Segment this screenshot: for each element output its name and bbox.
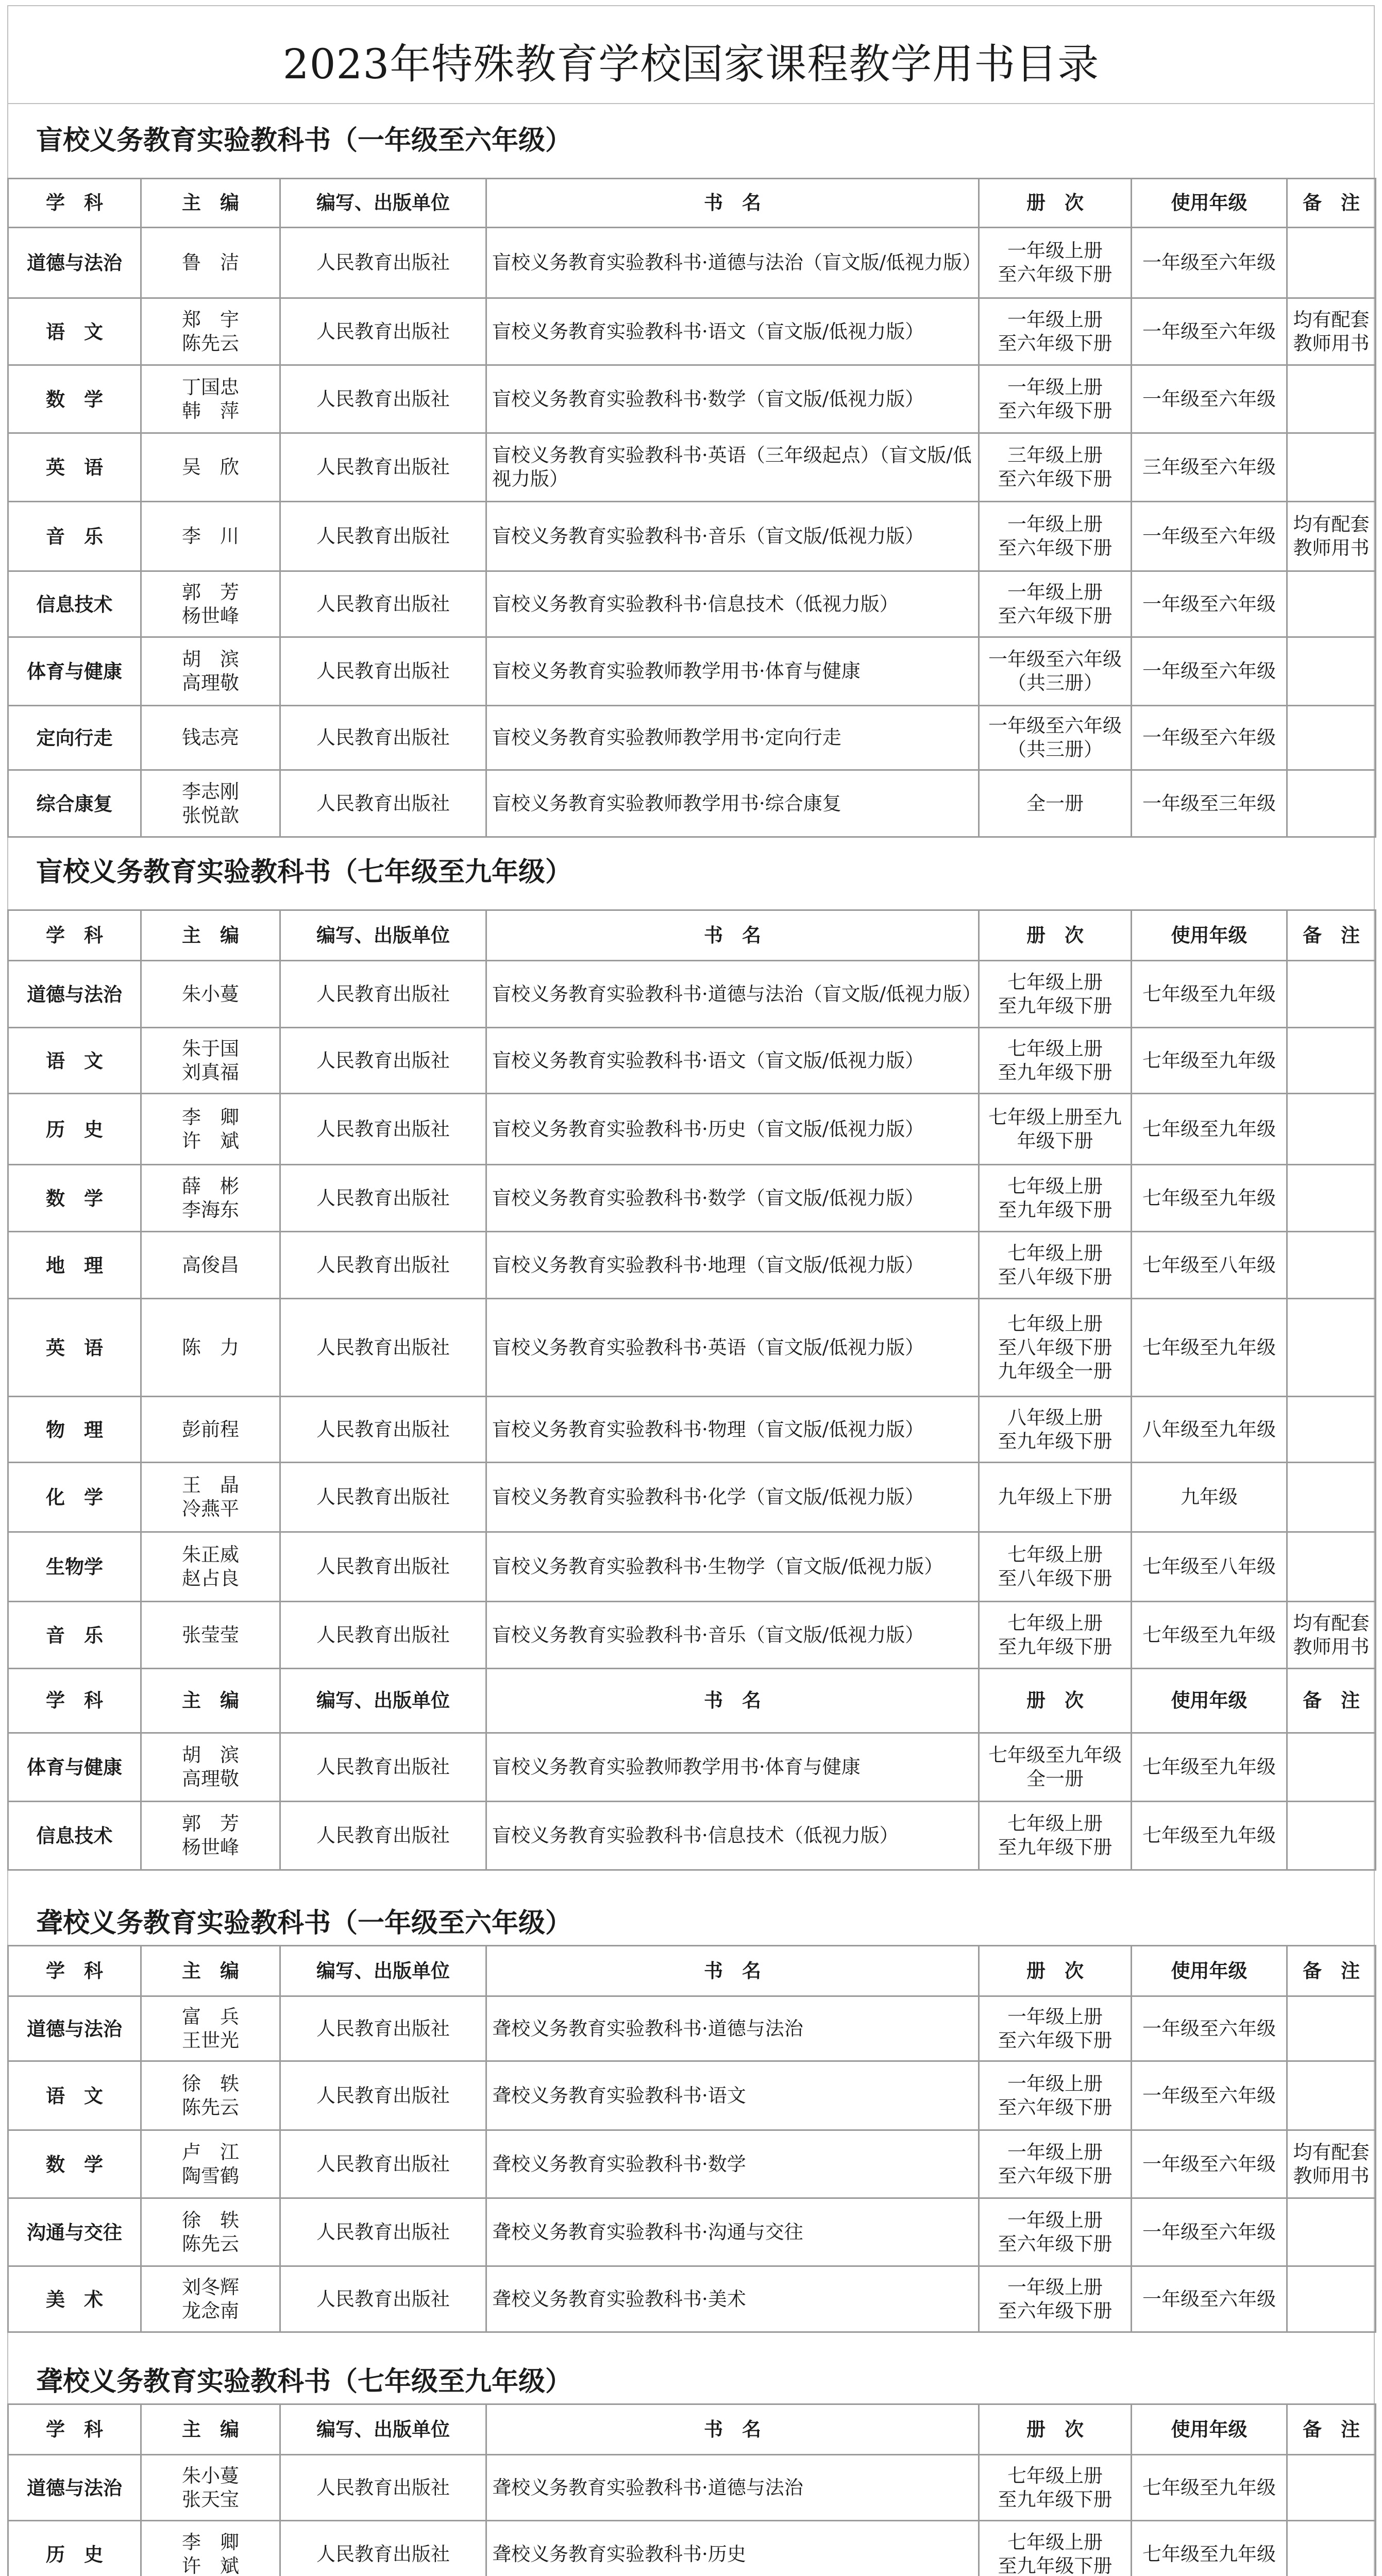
title-divider [7,103,1375,104]
publisher-cell: 人民教育出版社 [280,1532,486,1602]
publisher-cell: 人民教育出版社 [280,2130,486,2198]
publisher-cell: 人民教育出版社 [280,1232,486,1299]
subject-cell: 数 学 [8,1165,141,1232]
grade-cell: 七年级至九年级 [1132,1733,1287,1802]
book-title-cell: 盲校义务教育实验教科书·英语（盲文版/低视力版） [486,1299,979,1397]
book-title-cell: 聋校义务教育实验教科书·道德与法治 [486,1996,979,2061]
volume-cell: 九年级上下册 [979,1463,1132,1532]
table-row [8,571,1376,637]
table-row [8,2061,1376,2130]
column-header: 册 次 [979,179,1132,228]
table-row [8,1532,1376,1602]
subject-cell: 道德与法治 [8,228,141,298]
publisher-cell: 人民教育出版社 [280,706,486,770]
column-header: 学 科 [8,179,141,228]
grade-cell: 一年级至六年级 [1132,2198,1287,2266]
editor-cell: 张莹莹 [141,1602,280,1669]
section-heading: 聋校义务教育实验教科书（七年级至九年级） [36,2366,572,2397]
column-header: 备 注 [1287,179,1376,228]
remark-cell: 均有配套 教师用书 [1287,2130,1376,2198]
volume-cell: 七年级上册 至九年级下册 [979,2455,1132,2521]
remark-cell [1287,2455,1376,2521]
book-title-cell: 盲校义务教育实验教科书·信息技术（低视力版） [486,571,979,637]
editor-cell: 朱小蔓 [141,961,280,1028]
section-heading: 盲校义务教育实验教科书（七年级至九年级） [36,856,572,888]
grade-cell: 一年级至六年级 [1132,637,1287,706]
publisher-cell: 人民教育出版社 [280,228,486,298]
editor-cell: 刘冬辉 龙念南 [141,2266,280,2332]
book-title-cell: 盲校义务教育实验教科书·音乐（盲文版/低视力版） [486,1602,979,1669]
volume-cell: 七年级上册 至九年级下册 [979,2521,1132,2576]
remark-cell [1287,637,1376,706]
book-title-cell: 盲校义务教育实验教科书·音乐（盲文版/低视力版） [486,502,979,571]
subject-cell: 信息技术 [8,1802,141,1870]
column-header: 书 名 [486,2404,979,2455]
volume-cell: 七年级上册 至八年级下册 [979,1232,1132,1299]
volume-cell: 七年级上册 至九年级下册 [979,1028,1132,1094]
volume-cell: 七年级上册 至八年级下册 九年级全一册 [979,1299,1132,1397]
column-header: 编写、出版单位 [280,2404,486,2455]
book-title-cell: 盲校义务教育实验教师教学用书·体育与健康 [486,637,979,706]
volume-cell: 七年级上册 至九年级下册 [979,1165,1132,1232]
column-header: 册 次 [979,2404,1132,2455]
volume-cell: 一年级至六年级 （共三册） [979,637,1132,706]
table-row [8,1733,1376,1802]
column-header: 册 次 [979,1669,1132,1733]
table-row [8,1299,1376,1397]
remark-cell [1287,1232,1376,1299]
editor-cell: 钱志亮 [141,706,280,770]
remark-cell [1287,1299,1376,1397]
publisher-cell: 人民教育出版社 [280,1733,486,1802]
grade-cell: 七年级至九年级 [1132,1602,1287,1669]
column-header: 书 名 [486,1669,979,1733]
editor-cell: 吴 欣 [141,433,280,502]
remark-cell [1287,1397,1376,1463]
publisher-cell: 人民教育出版社 [280,1602,486,1669]
column-header: 备 注 [1287,1946,1376,1996]
remark-cell [1287,1996,1376,2061]
page-title: 2023年特殊教育学校国家课程教学用书目录 [282,40,1100,88]
book-title-cell: 盲校义务教育实验教科书·语文（盲文版/低视力版） [486,1028,979,1094]
column-header: 编写、出版单位 [280,179,486,228]
publisher-cell: 人民教育出版社 [280,1397,486,1463]
table-row [8,1232,1376,1299]
table-row [8,961,1376,1028]
editor-cell: 朱小蔓 张天宝 [141,2455,280,2521]
volume-cell: 一年级上册 至六年级下册 [979,571,1132,637]
publisher-cell: 人民教育出版社 [280,365,486,433]
table-row [8,365,1376,433]
column-header: 主 编 [141,2404,280,2455]
remark-cell [1287,433,1376,502]
volume-cell: 八年级上册 至九年级下册 [979,1397,1132,1463]
table-row [8,1602,1376,1669]
column-header: 学 科 [8,1946,141,1996]
editor-cell: 胡 滨 高理敬 [141,637,280,706]
grade-cell: 一年级至六年级 [1132,2061,1287,2130]
publisher-cell: 人民教育出版社 [280,502,486,571]
volume-cell: 一年级上册 至六年级下册 [979,2266,1132,2332]
remark-cell [1287,1165,1376,1232]
book-title-cell: 盲校义务教育实验教科书·道德与法治（盲文版/低视力版） [486,228,979,298]
volume-cell: 一年级上册 至六年级下册 [979,2130,1132,2198]
table-row [8,1028,1376,1094]
editor-cell: 李 川 [141,502,280,571]
table-row [8,1802,1376,1870]
column-header: 主 编 [141,910,280,961]
grade-cell: 七年级至九年级 [1132,2455,1287,2521]
publisher-cell: 人民教育出版社 [280,298,486,365]
grade-cell: 八年级至九年级 [1132,1397,1287,1463]
book-title-cell: 盲校义务教育实验教科书·数学（盲文版/低视力版） [486,365,979,433]
table-row [8,637,1376,706]
table-row [8,706,1376,770]
book-title-cell: 盲校义务教育实验教科书·信息技术（低视力版） [486,1802,979,1870]
column-header: 主 编 [141,1946,280,1996]
editor-cell: 郭 芳 杨世峰 [141,1802,280,1870]
column-header: 主 编 [141,179,280,228]
book-title-cell: 聋校义务教育实验教科书·道德与法治 [486,2455,979,2521]
grade-cell: 一年级至六年级 [1132,502,1287,571]
table-row [8,1463,1376,1532]
table-header-row [8,179,1376,228]
subject-cell: 沟通与交往 [8,2198,141,2266]
editor-cell: 陈 力 [141,1299,280,1397]
editor-cell: 鲁 洁 [141,228,280,298]
volume-cell: 七年级上册 至九年级下册 [979,961,1132,1028]
editor-cell: 高俊昌 [141,1232,280,1299]
volume-cell: 七年级上册至九 年级下册 [979,1094,1132,1165]
column-header: 使用年级 [1132,2404,1287,2455]
grade-cell: 九年级 [1132,1463,1287,1532]
book-title-cell: 盲校义务教育实验教科书·语文（盲文版/低视力版） [486,298,979,365]
publisher-cell: 人民教育出版社 [280,637,486,706]
table-row [8,1165,1376,1232]
column-header: 册 次 [979,910,1132,961]
volume-cell: 一年级上册 至六年级下册 [979,1996,1132,2061]
book-title-cell: 聋校义务教育实验教科书·美术 [486,2266,979,2332]
editor-cell: 郭 芳 杨世峰 [141,571,280,637]
volume-cell: 七年级上册 至九年级下册 [979,1602,1132,1669]
subject-cell: 综合康复 [8,770,141,837]
column-header: 书 名 [486,910,979,961]
table-row [8,1094,1376,1165]
subject-cell: 地 理 [8,1232,141,1299]
subject-cell: 英 语 [8,433,141,502]
remark-cell [1287,2198,1376,2266]
remark-cell [1287,770,1376,837]
remark-cell [1287,1094,1376,1165]
remark-cell [1287,1463,1376,1532]
catalog-table [7,2403,1376,2576]
publisher-cell: 人民教育出版社 [280,1028,486,1094]
column-header: 编写、出版单位 [280,910,486,961]
publisher-cell: 人民教育出版社 [280,2455,486,2521]
column-header: 编写、出版单位 [280,1946,486,1996]
table-header-row [8,1669,1376,1733]
volume-cell: 七年级上册 至九年级下册 [979,1802,1132,1870]
publisher-cell: 人民教育出版社 [280,1094,486,1165]
subject-cell: 体育与健康 [8,637,141,706]
grade-cell: 一年级至三年级 [1132,770,1287,837]
remark-cell [1287,571,1376,637]
editor-cell: 徐 轶 陈先云 [141,2198,280,2266]
publisher-cell: 人民教育出版社 [280,1165,486,1232]
section-heading: 聋校义务教育实验教科书（一年级至六年级） [36,1907,572,1939]
table-row [8,433,1376,502]
subject-cell: 道德与法治 [8,1996,141,2061]
table-row [8,2266,1376,2332]
remark-cell [1287,961,1376,1028]
catalog-table [7,1945,1376,2333]
editor-cell: 朱于国 刘真福 [141,1028,280,1094]
editor-cell: 郑 宇 陈先云 [141,298,280,365]
grade-cell: 一年级至六年级 [1132,365,1287,433]
grade-cell: 一年级至六年级 [1132,706,1287,770]
volume-cell: 三年级上册 至六年级下册 [979,433,1132,502]
subject-cell: 生物学 [8,1532,141,1602]
remark-cell: 均有配套 教师用书 [1287,298,1376,365]
column-header: 使用年级 [1132,1946,1287,1996]
remark-cell [1287,1733,1376,1802]
publisher-cell: 人民教育出版社 [280,571,486,637]
volume-cell: 一年级上册 至六年级下册 [979,2198,1132,2266]
editor-cell: 李 卿 许 斌 [141,1094,280,1165]
remark-cell [1287,1028,1376,1094]
catalog-table [7,909,1376,1871]
subject-cell: 道德与法治 [8,2455,141,2521]
remark-cell [1287,2061,1376,2130]
subject-cell: 历 史 [8,2521,141,2576]
editor-cell: 丁国忠 韩 萍 [141,365,280,433]
table-row [8,2521,1376,2576]
grade-cell: 七年级至九年级 [1132,1094,1287,1165]
grade-cell: 七年级至九年级 [1132,2521,1287,2576]
subject-cell: 体育与健康 [8,1733,141,1802]
grade-cell: 一年级至六年级 [1132,2266,1287,2332]
remark-cell [1287,228,1376,298]
grade-cell: 七年级至九年级 [1132,1028,1287,1094]
grade-cell: 一年级至六年级 [1132,571,1287,637]
grade-cell: 七年级至八年级 [1132,1232,1287,1299]
table-row [8,1996,1376,2061]
subject-cell: 数 学 [8,365,141,433]
publisher-cell: 人民教育出版社 [280,2198,486,2266]
subject-cell: 物 理 [8,1397,141,1463]
book-title-cell: 聋校义务教育实验教科书·语文 [486,2061,979,2130]
section-heading: 盲校义务教育实验教科书（一年级至六年级） [36,125,572,156]
publisher-cell: 人民教育出版社 [280,2061,486,2130]
subject-cell: 道德与法治 [8,961,141,1028]
publisher-cell: 人民教育出版社 [280,2521,486,2576]
grade-cell: 七年级至九年级 [1132,1802,1287,1870]
subject-cell: 数 学 [8,2130,141,2198]
volume-cell: 一年级上册 至六年级下册 [979,228,1132,298]
grade-cell: 七年级至九年级 [1132,1299,1287,1397]
column-header: 使用年级 [1132,1669,1287,1733]
grade-cell: 三年级至六年级 [1132,433,1287,502]
book-title-cell: 盲校义务教育实验教科书·地理（盲文版/低视力版） [486,1232,979,1299]
remark-cell [1287,2521,1376,2576]
editor-cell: 富 兵 王世光 [141,1996,280,2061]
column-header: 主 编 [141,1669,280,1733]
book-title-cell: 盲校义务教育实验教师教学用书·定向行走 [486,706,979,770]
subject-cell: 语 文 [8,1028,141,1094]
table-header-row [8,910,1376,961]
publisher-cell: 人民教育出版社 [280,1463,486,1532]
table-row [8,502,1376,571]
publisher-cell: 人民教育出版社 [280,1299,486,1397]
volume-cell: 一年级上册 至六年级下册 [979,365,1132,433]
subject-cell: 英 语 [8,1299,141,1397]
book-title-cell: 聋校义务教育实验教科书·历史 [486,2521,979,2576]
publisher-cell: 人民教育出版社 [280,961,486,1028]
remark-cell [1287,1532,1376,1602]
column-header: 学 科 [8,2404,141,2455]
column-header: 备 注 [1287,910,1376,961]
table-row [8,770,1376,837]
editor-cell: 薛 彬 李海东 [141,1165,280,1232]
column-header: 学 科 [8,910,141,961]
catalog-table [7,178,1376,838]
column-header: 书 名 [486,1946,979,1996]
remark-cell: 均有配套 教师用书 [1287,502,1376,571]
table-row [8,1397,1376,1463]
publisher-cell: 人民教育出版社 [280,1996,486,2061]
grade-cell: 七年级至九年级 [1132,1165,1287,1232]
volume-cell: 全一册 [979,770,1132,837]
grade-cell: 七年级至九年级 [1132,961,1287,1028]
column-header: 书 名 [486,179,979,228]
book-title-cell: 盲校义务教育实验教科书·历史（盲文版/低视力版） [486,1094,979,1165]
book-title-cell: 盲校义务教育实验教科书·道德与法治（盲文版/低视力版） [486,961,979,1028]
column-header: 编写、出版单位 [280,1669,486,1733]
volume-cell: 一年级上册 至六年级下册 [979,502,1132,571]
book-title-cell: 盲校义务教育实验教科书·化学（盲文版/低视力版） [486,1463,979,1532]
remark-cell: 均有配套 教师用书 [1287,1602,1376,1669]
editor-cell: 朱正威 赵占良 [141,1532,280,1602]
subject-cell: 信息技术 [8,571,141,637]
grade-cell: 一年级至六年级 [1132,228,1287,298]
grade-cell: 七年级至八年级 [1132,1532,1287,1602]
editor-cell: 徐 轶 陈先云 [141,2061,280,2130]
table-row [8,2198,1376,2266]
book-title-cell: 盲校义务教育实验教科书·生物学（盲文版/低视力版） [486,1532,979,1602]
subject-cell: 化 学 [8,1463,141,1532]
publisher-cell: 人民教育出版社 [280,433,486,502]
subject-cell: 语 文 [8,2061,141,2130]
remark-cell [1287,706,1376,770]
volume-cell: 七年级至九年级 全一册 [979,1733,1132,1802]
subject-cell: 美 术 [8,2266,141,2332]
column-header: 使用年级 [1132,179,1287,228]
column-header: 册 次 [979,1946,1132,1996]
subject-cell: 语 文 [8,298,141,365]
editor-cell: 彭前程 [141,1397,280,1463]
table-row [8,2455,1376,2521]
editor-cell: 卢 江 陶雪鹤 [141,2130,280,2198]
remark-cell [1287,1802,1376,1870]
subject-cell: 音 乐 [8,1602,141,1669]
column-header: 使用年级 [1132,910,1287,961]
publisher-cell: 人民教育出版社 [280,2266,486,2332]
grade-cell: 一年级至六年级 [1132,2130,1287,2198]
book-title-cell: 盲校义务教育实验教师教学用书·体育与健康 [486,1733,979,1802]
table-header-row [8,2404,1376,2455]
editor-cell: 李 卿 许 斌 [141,2521,280,2576]
book-title-cell: 盲校义务教育实验教科书·物理（盲文版/低视力版） [486,1397,979,1463]
grade-cell: 一年级至六年级 [1132,1996,1287,2061]
column-header: 备 注 [1287,1669,1376,1733]
book-title-cell: 盲校义务教育实验教科书·数学（盲文版/低视力版） [486,1165,979,1232]
editor-cell: 李志刚 张悦歆 [141,770,280,837]
grade-cell: 一年级至六年级 [1132,298,1287,365]
table-row [8,2130,1376,2198]
editor-cell: 王 晶 冷燕平 [141,1463,280,1532]
book-title-cell: 聋校义务教育实验教科书·沟通与交往 [486,2198,979,2266]
publisher-cell: 人民教育出版社 [280,1802,486,1870]
table-row [8,298,1376,365]
subject-cell: 历 史 [8,1094,141,1165]
book-title-cell: 聋校义务教育实验教科书·数学 [486,2130,979,2198]
remark-cell [1287,365,1376,433]
subject-cell: 音 乐 [8,502,141,571]
volume-cell: 一年级上册 至六年级下册 [979,2061,1132,2130]
publisher-cell: 人民教育出版社 [280,770,486,837]
column-header: 学 科 [8,1669,141,1733]
column-header: 备 注 [1287,2404,1376,2455]
table-header-row [8,1946,1376,1996]
remark-cell [1287,2266,1376,2332]
table-row [8,228,1376,298]
volume-cell: 七年级上册 至八年级下册 [979,1532,1132,1602]
subject-cell: 定向行走 [8,706,141,770]
book-title-cell: 盲校义务教育实验教师教学用书·综合康复 [486,770,979,837]
volume-cell: 一年级至六年级 （共三册） [979,706,1132,770]
book-title-cell: 盲校义务教育实验教科书·英语（三年级起点）（盲文版/低视力版） [486,433,979,502]
volume-cell: 一年级上册 至六年级下册 [979,298,1132,365]
editor-cell: 胡 滨 高理敬 [141,1733,280,1802]
